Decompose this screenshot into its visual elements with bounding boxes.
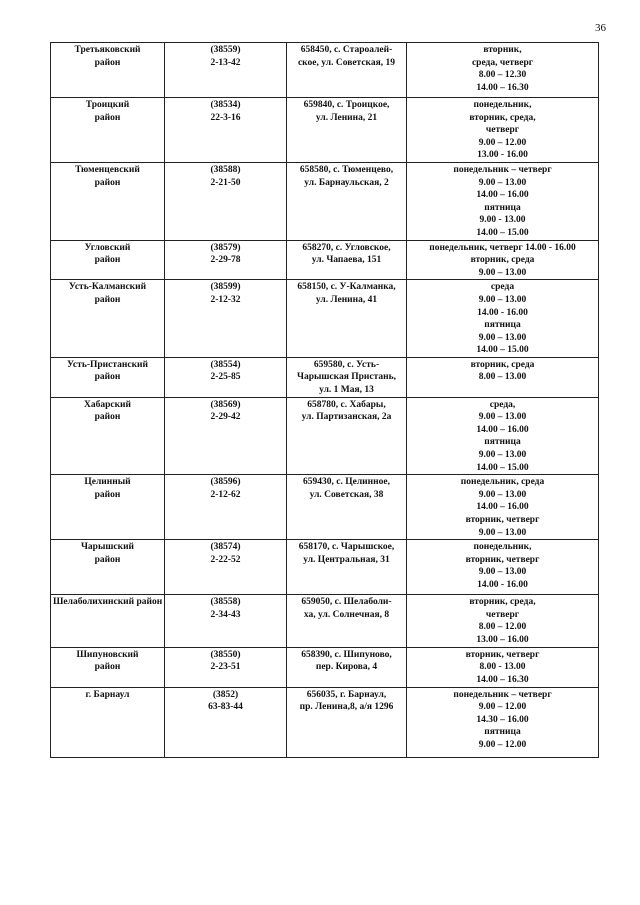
address-line: ул. Партизанская, 2а: [301, 412, 392, 423]
hours-line: понедельник,: [473, 100, 532, 110]
address-line: ул. Чапаева, 151: [311, 255, 382, 266]
address-line: ул. Ленина, 41: [315, 294, 378, 305]
table-row: [51, 98, 599, 163]
district-line: Шипуновский: [76, 649, 139, 660]
address-line: 658390, с. Шипуново,: [301, 649, 392, 660]
hours-line: 14.30 – 16.00: [476, 714, 529, 725]
hours-line: 14.00 – 16.00: [476, 502, 529, 513]
hours-line: понедельник,: [473, 542, 532, 553]
hours-line: 13.00 – 16.00: [476, 634, 529, 645]
hours-line: 14.00 – 16.30: [476, 674, 529, 685]
phone-cell: [165, 162, 287, 240]
hours-line: 14.00 - 16.00: [477, 579, 528, 590]
table-row: [51, 280, 599, 358]
table-row: [51, 540, 599, 595]
phone-line: 2-29-42: [210, 412, 241, 423]
address-line: ул. Советская, 38: [309, 489, 384, 500]
hours-line: 9.00 - 13.00: [479, 215, 526, 226]
hours-cell: [407, 162, 599, 240]
table-row: [51, 397, 599, 475]
address-line: 658450, с. Староалей-: [300, 45, 393, 55]
district-line: Шелаболихинский район: [53, 597, 163, 608]
district-line: Троицкий: [85, 100, 130, 110]
table-row: [51, 647, 599, 687]
phone-line: (38588): [210, 164, 241, 175]
address-cell: [287, 240, 407, 280]
hours-line: 9.00 – 12.00: [478, 137, 527, 148]
phone-line: 2-12-32: [210, 294, 241, 305]
phone-line: 2-29-78: [210, 255, 241, 266]
hours-cell: [407, 647, 599, 687]
district-line: Целинный: [84, 477, 131, 488]
phone-cell: [165, 240, 287, 280]
hours-cell: [407, 687, 599, 757]
phone-cell: [165, 687, 287, 757]
address-cell: [287, 475, 407, 540]
district-line: Хабарский: [83, 399, 132, 410]
phone-line: 2-25-85: [210, 372, 241, 383]
hours-line: пятница: [484, 202, 521, 213]
address-cell: [287, 397, 407, 475]
district-cell: [51, 595, 165, 647]
hours-line: вторник, четверг: [465, 649, 540, 660]
hours-line: 9.00 – 13.00: [478, 567, 527, 578]
hours-cell: [407, 397, 599, 475]
address-line: ул. Барнаульская, 2: [304, 177, 389, 188]
hours-line: вторник, четверг: [465, 554, 540, 565]
hours-line: 14.00 – 15.00: [476, 462, 529, 473]
address-line: 656035, г. Барнаул,: [306, 689, 387, 700]
district-cell: [51, 357, 165, 397]
hours-line: четверг: [485, 125, 520, 136]
hours-line: 9.00 – 12.00: [478, 702, 527, 713]
phone-line: 2-12-62: [210, 489, 241, 500]
hours-line: среда,: [489, 399, 516, 410]
hours-cell: [407, 595, 599, 647]
hours-line: 8.00 – 13.00: [478, 372, 527, 383]
district-cell: [51, 280, 165, 358]
hours-cell: [407, 475, 599, 540]
district-line: район: [94, 177, 121, 188]
district-line: район: [94, 372, 121, 383]
phone-line: (38574): [210, 542, 241, 553]
phone-line: (38579): [210, 242, 241, 253]
hours-line: пятница: [484, 727, 521, 738]
district-line: район: [94, 412, 121, 423]
address-cell: [287, 687, 407, 757]
phone-cell: [165, 595, 287, 647]
district-cell: [51, 98, 165, 163]
hours-line: вторник, среда,: [469, 112, 536, 123]
address-line: пр. Ленина,8, а/я 1296: [299, 702, 394, 713]
phone-line: 2-21-50: [210, 177, 241, 188]
district-cell: [51, 397, 165, 475]
district-line: район: [94, 662, 121, 673]
hours-line: пятница: [484, 320, 521, 331]
hours-cell: [407, 540, 599, 595]
district-line: Угловский: [84, 242, 131, 253]
phone-line: 22-3-16: [210, 112, 241, 123]
hours-line: 9.00 – 13.00: [478, 267, 527, 278]
phone-line: (38596): [210, 477, 241, 488]
address-line: 658270, с. Угловское,: [302, 242, 391, 253]
hours-line: 9.00 – 13.00: [478, 294, 527, 305]
phone-line: (38599): [210, 282, 241, 293]
hours-line: вторник, среда,: [469, 597, 536, 608]
hours-line: понедельник, четверг 14.00 - 16.00: [429, 242, 576, 253]
district-cell: [51, 162, 165, 240]
address-cell: [287, 98, 407, 163]
phone-line: (38534): [210, 100, 241, 110]
hours-line: 14.00 – 16.00: [476, 190, 529, 201]
address-cell: [287, 43, 407, 98]
hours-line: вторник,: [483, 45, 522, 55]
hours-cell: [407, 240, 599, 280]
hours-line: вторник, четверг: [465, 515, 540, 525]
address-line: ул. Центральная, 31: [303, 554, 390, 565]
district-line: район: [94, 112, 121, 123]
phone-line: (3852): [212, 689, 239, 700]
hours-cell: [407, 280, 599, 358]
hours-line: 9.00 – 12.00: [478, 739, 527, 750]
address-line: ское, ул. Советская, 19: [297, 57, 396, 68]
phone-cell: [165, 98, 287, 163]
address-line: 658170, с. Чарышское,: [298, 542, 395, 553]
hours-line: 13.00 - 16.00: [477, 150, 528, 161]
district-cell: [51, 43, 165, 98]
district-line: Усть-Пристанский: [66, 359, 149, 370]
phone-cell: [165, 43, 287, 98]
address-line: 659430, с. Целинное,: [303, 477, 390, 488]
phone-line: 2-34-43: [210, 609, 241, 620]
table-row: [51, 687, 599, 757]
hours-line: среда, четверг: [471, 57, 534, 68]
hours-line: 9.00 – 13.00: [478, 489, 527, 500]
hours-line: четверг: [485, 609, 520, 620]
phone-line: (38554): [210, 359, 241, 370]
hours-line: вторник, среда: [470, 255, 535, 266]
hours-line: пятница: [484, 437, 521, 448]
hours-line: понедельник – четверг: [453, 164, 552, 175]
address-line: 659050, с. Шелаболи-: [301, 597, 392, 608]
phone-line: (38559): [210, 45, 241, 55]
table-row: [51, 475, 599, 540]
address-cell: [287, 647, 407, 687]
hours-cell: [407, 98, 599, 163]
district-line: район: [94, 255, 121, 266]
hours-line: 8.00 – 12.30: [478, 70, 527, 81]
address-cell: [287, 595, 407, 647]
phone-cell: [165, 280, 287, 358]
hours-line: понедельник – четверг: [453, 689, 552, 700]
hours-cell: [407, 357, 599, 397]
phone-cell: [165, 647, 287, 687]
district-cell: [51, 540, 165, 595]
address-line: 658150, с. У-Калманка,: [297, 282, 396, 293]
hours-line: 8.00 - 13.00: [479, 662, 526, 673]
district-line: Тюменцевский: [75, 164, 140, 175]
phone-line: (38569): [210, 399, 241, 410]
phone-line: (38558): [210, 597, 241, 608]
district-line: район: [94, 554, 121, 565]
address-line: пер. Кирова, 4: [315, 662, 378, 673]
hours-line: 14.00 – 15.00: [476, 345, 529, 356]
address-line: 659840, с. Троицкое,: [303, 100, 390, 110]
phone-cell: [165, 357, 287, 397]
phone-line: 2-13-42: [210, 57, 241, 68]
hours-line: 14.00 – 15.00: [476, 227, 529, 238]
address-cell: [287, 162, 407, 240]
hours-line: 9.00 – 13.00: [478, 332, 527, 343]
hours-line: 8.00 – 12.00: [478, 622, 527, 633]
hours-cell: [407, 43, 599, 98]
address-line: 659580, с. Усть-: [313, 359, 380, 370]
phone-cell: [165, 475, 287, 540]
phone-line: (38550): [210, 649, 241, 660]
hours-line: 9.00 – 13.00: [478, 527, 527, 538]
table-row: [51, 162, 599, 240]
phone-line: 63-83-44: [208, 702, 243, 713]
district-cell: [51, 687, 165, 757]
hours-line: понедельник, среда: [460, 477, 545, 488]
address-line: ул. Ленина, 21: [315, 112, 378, 123]
phone-cell: [165, 397, 287, 475]
hours-line: 9.00 – 13.00: [478, 177, 527, 188]
table-row: [51, 357, 599, 397]
district-line: район: [94, 489, 121, 500]
table-row: [51, 595, 599, 647]
district-cell: [51, 240, 165, 280]
district-cell: [51, 475, 165, 540]
hours-line: 14.00 – 16.30: [476, 82, 529, 93]
district-line: район: [94, 294, 121, 305]
address-cell: [287, 540, 407, 595]
hours-line: 9.00 – 13.00: [478, 412, 527, 423]
address-line: 658580, с. Тюменцево,: [299, 164, 394, 175]
page-number: 36: [595, 22, 606, 34]
district-line: Третьяковский: [74, 45, 141, 55]
district-line: район: [94, 57, 121, 68]
address-line: ха, ул. Солнечная, 8: [303, 609, 390, 620]
phone-cell: [165, 540, 287, 595]
table-body: [51, 43, 599, 758]
phone-line: 2-22-52: [210, 554, 241, 565]
hours-line: вторник, среда: [470, 359, 535, 370]
hours-line: 9.00 – 13.00: [478, 450, 527, 461]
table-row: [51, 240, 599, 280]
district-line: г. Барнаул: [85, 689, 130, 700]
district-line: Чарышский: [80, 542, 135, 553]
address-line: Чарышская Пристань,: [296, 372, 397, 383]
address-line: ул. 1 Мая, 13: [319, 385, 374, 396]
district-cell: [51, 647, 165, 687]
address-cell: [287, 357, 407, 397]
hours-line: 14.00 - 16.00: [477, 307, 528, 318]
hours-line: 14.00 – 16.00: [476, 424, 529, 435]
district-line: Усть-Калманский: [68, 282, 147, 293]
address-cell: [287, 280, 407, 358]
phone-line: 2-23-51: [210, 662, 241, 673]
table-row: [51, 43, 599, 98]
hours-line: среда: [490, 282, 515, 293]
address-line: 658780, с. Хабары,: [307, 399, 386, 410]
district-schedule-table: [50, 42, 599, 758]
